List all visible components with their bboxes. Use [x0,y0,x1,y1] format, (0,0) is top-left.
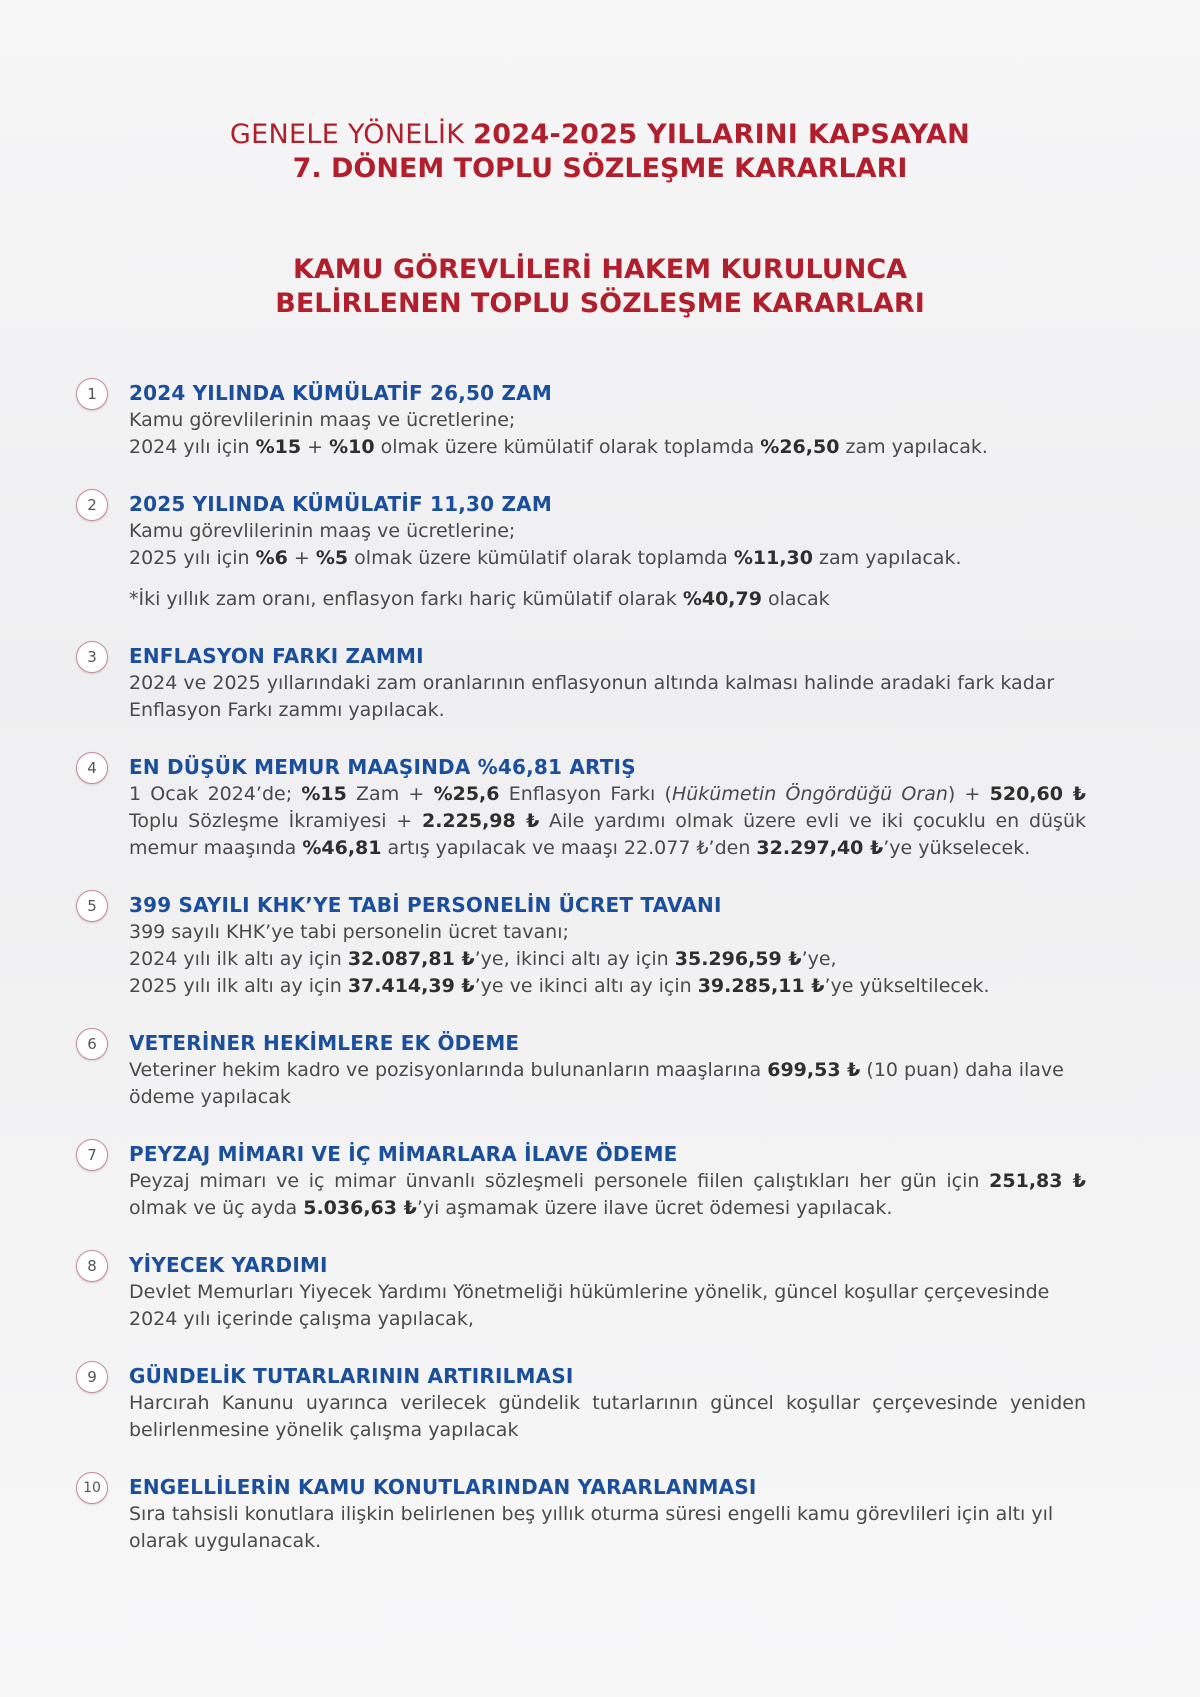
item-title: EN DÜŞÜK MEMUR MAAŞINDA %46,81 ARTIŞ [129,755,636,779]
decision-list [76,380,1086,1585]
item-number-badge: 2 [76,489,108,521]
decision-item [76,1363,1086,1444]
item-body-line: Kamu görevlilerinin maaş ve ücretlerine; [129,409,516,431]
item-title: PEYZAJ MİMARI VE İÇ MİMARLARA İLAVE ÖDEME [129,1142,678,1166]
header-line-1-bold: 2024-2025 YILLARINI KAPSAYAN [473,119,971,150]
document-header [0,118,1200,186]
item-title: VETERİNER HEKİMLERE EK ÖDEME [129,1031,520,1055]
item-body: 2024 ve 2025 yıllarındaki zam oranlarının enflasyonun altında kalması halinde aradaki fark kadar Enflasyon Farkı zammı yapılacak. [129,672,1055,721]
header-line-1 [0,118,1200,152]
item-body-line: 399 sayılı KHK’ye tabi personelin ücret tavanı; [129,921,569,943]
item-body-line: 2024 yılı için %15 + %10 olmak üzere kümülatif olarak toplamda %26,50 zam yapılacak. [129,436,988,458]
header-line-2: 7. DÖNEM TOPLU SÖZLEŞME KARARLARI [292,153,908,184]
decision-item [76,1252,1086,1333]
item-title: ENFLASYON FARKI ZAMMI [129,644,424,668]
item-body [129,518,1086,572]
item-number-badge: 9 [76,1361,108,1393]
item-title: ENGELLİLERİN KAMU KONUTLARINDAN YARARLANMASI [129,1475,757,1499]
item-number-badge: 4 [76,752,108,784]
item-body: 1 Ocak 2024’de; %15 Zam + %25,6 Enflasyon Farkı (Hükümetin Öngördüğü Oran) + 520,60 ₺ Toplu Sözleşme İkramiyesi + 2.225,98 ₺ Aile yardımı olmak üzere evli ve iki çocuklu en düşük memur maaşında %46,81 artış yapılacak ve maaşı 22.077 ₺’den 32.297,40 ₺’ye yükselecek. [129,783,1087,859]
item-number-badge: 1 [76,378,108,410]
section-heading-line-2: BELİRLENEN TOPLU SÖZLEŞME KARARLARI [275,288,925,319]
item-number-badge: 10 [76,1472,108,1504]
item-body: Sıra tahsisli konutlara ilişkin belirlenen beş yıllık oturma süresi engelli kamu görevlileri için altı yıl olarak uygulanacak. [129,1503,1054,1552]
item-body: Harcırah Kanunu uyarınca verilecek gündelik tutarlarının güncel koşullar çerçevesinde yeniden belirlenmesine yönelik çalışma yapılacak [129,1392,1086,1441]
decision-item [76,491,1086,613]
section-heading-line-1: KAMU GÖREVLİLERİ HAKEM KURULUNCA [292,254,908,285]
item-body [129,407,1086,461]
item-footnote: *İki yıllık zam oranı, enflasyon farkı hariç kümülatif olarak %40,79 olacak [129,588,830,610]
item-body-line: 2025 yılı için %6 + %5 olmak üzere kümülatif olarak toplamda %11,30 zam yapılacak. [129,547,962,569]
decision-item [76,643,1086,724]
item-title: YİYECEK YARDIMI [129,1253,328,1277]
item-body: Veteriner hekim kadro ve pozisyonlarında bulunanların maaşlarına 699,53 ₺ (10 puan) daha ilave ödeme yapılacak [129,1059,1064,1108]
item-body-line: Kamu görevlilerinin maaş ve ücretlerine; [129,520,516,542]
decision-item [76,754,1086,862]
decision-item [76,892,1086,1000]
decision-item [76,1141,1086,1222]
header-line-1-light: GENELE YÖNELİK [229,119,474,150]
item-number-badge: 6 [76,1028,108,1060]
item-body: Devlet Memurları Yiyecek Yardımı Yönetmeliği hükümlerine yönelik, güncel koşullar çerçevesinde 2024 yılı içerinde çalışma yapılacak, [129,1281,1050,1330]
decision-item [76,380,1086,461]
item-body: Peyzaj mimarı ve iç mimar ünvanlı sözleşmeli personele fiilen çalıştıkları her gün için 251,83 ₺ olmak ve üç ayda 5.036,63 ₺’yi aşmamak üzere ilave ücret ödemesi yapılacak. [129,1170,1086,1219]
item-number-badge: 7 [76,1139,108,1171]
item-body [129,919,1086,1000]
item-title: 2024 YILINDA KÜMÜLATİF 26,50 ZAM [129,381,552,405]
item-title: 2025 YILINDA KÜMÜLATİF 11,30 ZAM [129,492,552,516]
item-number-badge: 5 [76,890,108,922]
decision-item [76,1030,1086,1111]
item-body-line: 2025 yılı ilk altı ay için 37.414,39 ₺’ye ve ikinci altı ay için 39.285,11 ₺’ye yükseltilecek. [129,975,990,997]
item-number-badge: 3 [76,641,108,673]
item-title: GÜNDELİK TUTARLARININ ARTIRILMASI [129,1364,574,1388]
item-number-badge: 8 [76,1250,108,1282]
item-title: 399 SAYILI KHK’YE TABİ PERSONELİN ÜCRET TAVANI [129,893,722,917]
item-body-line: 2024 yılı ilk altı ay için 32.087,81 ₺’ye, ikinci altı ay için 35.296,59 ₺’ye, [129,948,837,970]
decision-item [76,1474,1086,1555]
section-heading [0,253,1200,321]
